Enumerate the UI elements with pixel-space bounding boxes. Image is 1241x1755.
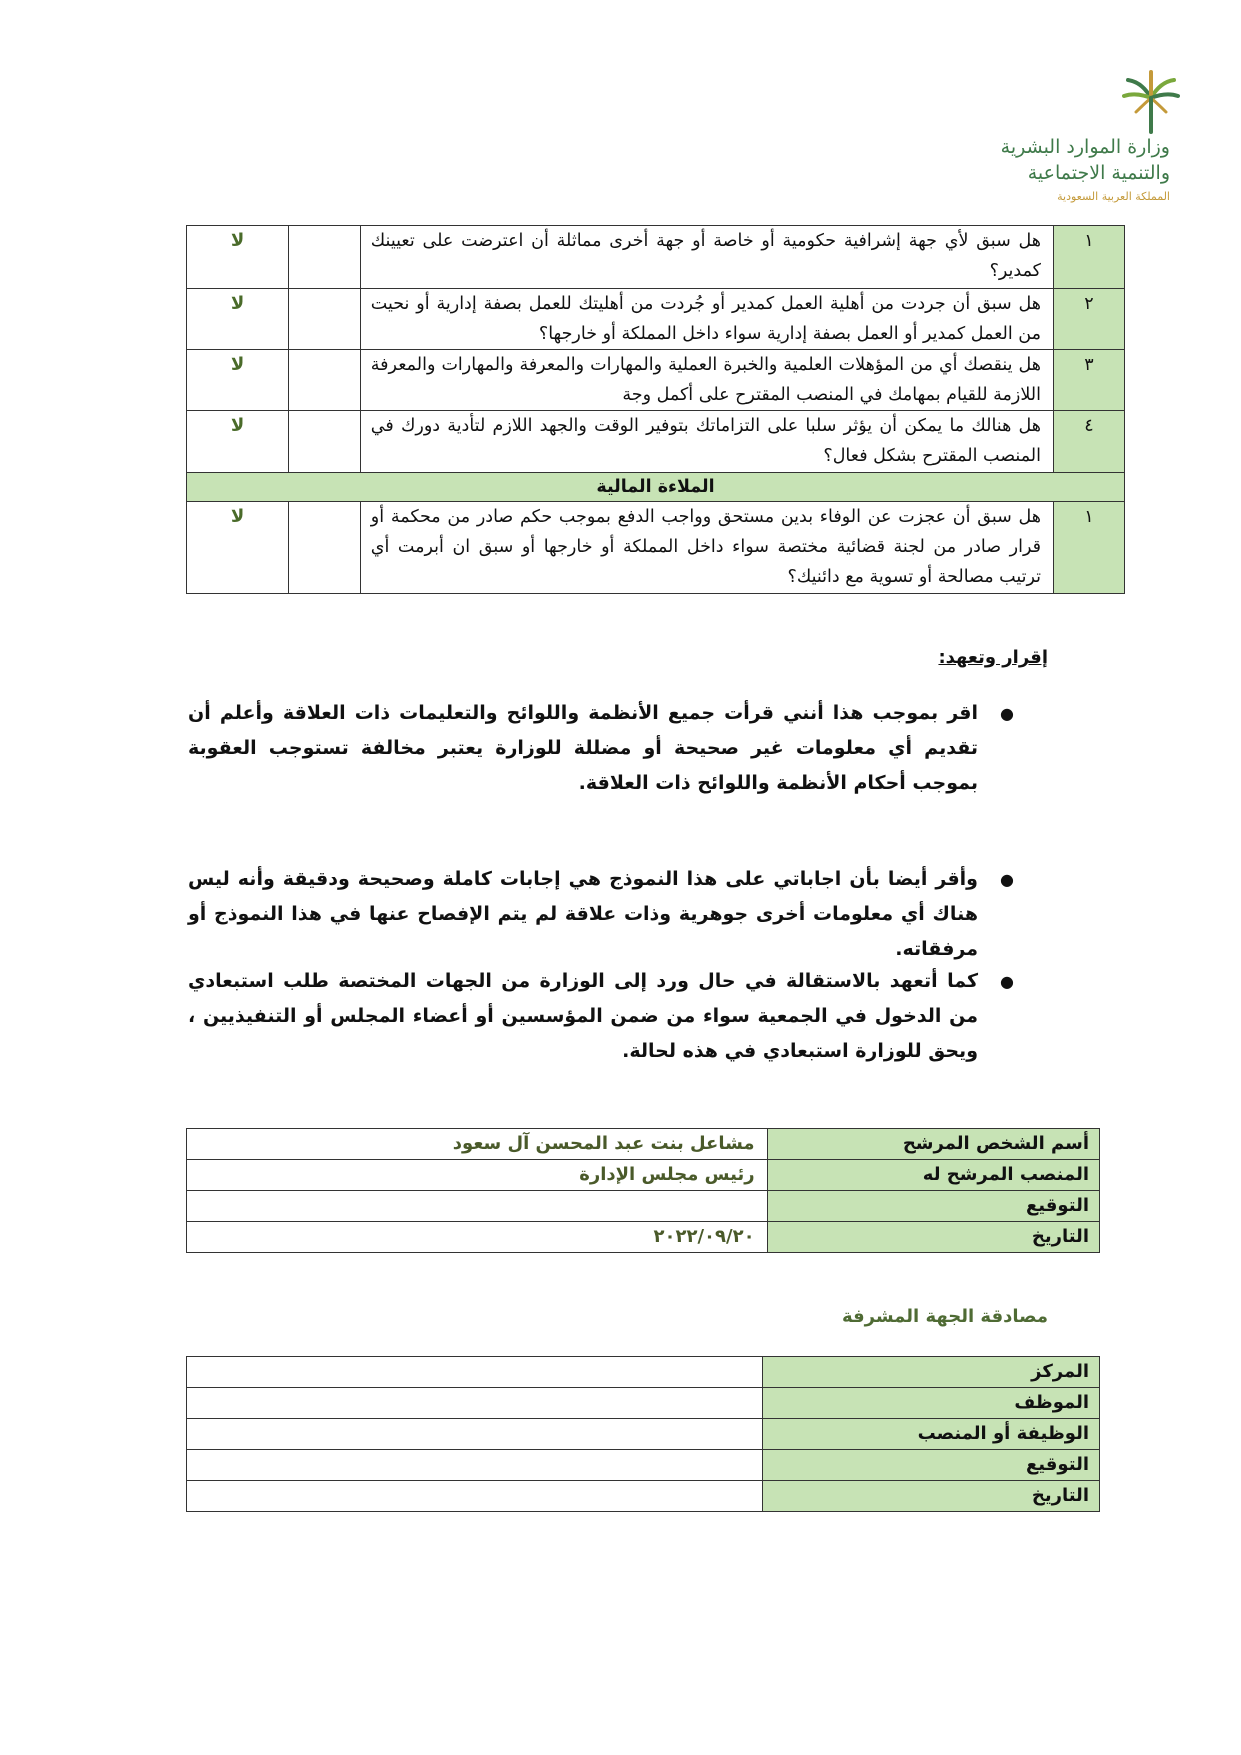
declaration-title: إقرار وتعهد:: [938, 647, 1048, 668]
ministry-logo: [1000, 70, 1180, 210]
declaration-bullet: [188, 964, 1014, 1069]
field-label: التاريخ: [767, 1222, 1099, 1253]
field-label: المنصب المرشح له: [767, 1160, 1099, 1191]
declaration-text: كما أتعهد بالاستقالة في حال ورد إلى الوزارة من الجهات المختصة طلب استبعادي من الدخول في الجمعية سواء من ضمن المؤسسين أو أعضاء المجلس أو التنفيذيين ، ويحق للوزارة استبعادي في هذه لحالة.: [188, 970, 978, 1062]
question-number: ١: [1054, 226, 1125, 289]
question-text: هل سبق أن عجزت عن الوفاء بدين مستحق وواجب الدفع بموجب حكم صادر من محكمة أو قرار صادر من لجنة قضائية مختصة سواء داخل المملكة أو خارجها أو سبق ان أبرمت أي ترتيب مصالحة أو تسوية مع دائنيك؟: [360, 502, 1053, 594]
declaration-text: اقر بموجب هذا أنني قرأت جميع الأنظمة واللوائح والتعليمات ذات العلاقة وأعلم أن تقديم أي معلومات غير صحيحة أو مضللة للوزارة يعتبر مخالفة تستوجب العقوبة بموجب أحكام الأنظمة واللوائح ذات العلاقة.: [188, 702, 978, 794]
field-value: [187, 1388, 763, 1419]
field-value: مشاعل بنت عبد المحسن آل سعود: [187, 1129, 768, 1160]
section-title: الملاءة المالية: [187, 473, 1125, 502]
bullet-icon: ●: [1000, 704, 1014, 723]
candidate-row: [187, 1160, 1100, 1191]
answer-cell: لا: [187, 226, 289, 289]
question-text: هل سبق أن جردت من أهلية العمل كمدير أو جُردت من أهليتك للعمل بصفة إدارية أو نحيت من العمل كمدير أو العمل بصفة إدارية سواء داخل المملكة أو خارجها؟: [360, 289, 1053, 350]
question-row: [187, 411, 1125, 473]
answer-cell-empty: [289, 350, 361, 411]
field-value: رئيس مجلس الإدارة: [187, 1160, 768, 1191]
field-label: الموظف: [763, 1388, 1100, 1419]
authority-title: مصادقة الجهة المشرفة: [841, 1306, 1048, 1327]
declaration-text: وأقر أيضا بأن اجاباتي على هذا النموذج هي إجابات كاملة وصحيحة ودقيقة وأنه ليس هناك أي معلومات أخرى جوهرية وذات علاقة لم يتم الإفصاح عنها في هذا النموذج أو مرفقاته.: [188, 868, 978, 960]
question-number: ٢: [1054, 289, 1125, 350]
answer-cell-empty: [289, 226, 361, 289]
questions-table: [186, 225, 1125, 594]
answer-cell: لا: [187, 411, 289, 473]
declaration-bullet: [188, 862, 1014, 967]
field-value: ٢٠٢٢/٠٩/٢٠: [187, 1222, 768, 1253]
bullet-icon: ●: [1000, 870, 1014, 889]
answer-cell: لا: [187, 289, 289, 350]
answer-cell-empty: [289, 411, 361, 473]
candidate-row: [187, 1129, 1100, 1160]
question-number: ١: [1054, 502, 1125, 594]
question-row: [187, 226, 1125, 289]
field-label: التوقيع: [763, 1450, 1100, 1481]
field-label: التاريخ: [763, 1481, 1100, 1512]
question-row: [187, 502, 1125, 594]
field-label: التوقيع: [767, 1191, 1099, 1222]
field-value: [187, 1191, 768, 1222]
authority-row: [187, 1419, 1100, 1450]
authority-row: [187, 1450, 1100, 1481]
authority-row: [187, 1388, 1100, 1419]
field-value: [187, 1419, 763, 1450]
field-label: أسم الشخص المرشح: [767, 1129, 1099, 1160]
logo-line2: والتنمية الاجتماعية: [1027, 162, 1170, 184]
field-value: [187, 1481, 763, 1512]
logo-line3: المملكة العربية السعودية: [1057, 190, 1170, 203]
candidate-row: [187, 1191, 1100, 1222]
question-text: هل سبق لأي جهة إشرافية حكومية أو خاصة أو جهة أخرى مماثلة أن اعترضت على تعيينك كمدير؟: [360, 226, 1053, 289]
palm-tree-icon: [1122, 70, 1180, 134]
question-text: هل هنالك ما يمكن أن يؤثر سلبا على التزاماتك بتوفير الوقت والجهد اللازم لتأدية دورك في المنصب المقترح بشكل فعال؟: [360, 411, 1053, 473]
field-value: [187, 1357, 763, 1388]
answer-cell: لا: [187, 502, 289, 594]
declaration-bullet: [188, 696, 1014, 801]
field-label: المركز: [763, 1357, 1100, 1388]
question-text: هل ينقصك أي من المؤهلات العلمية والخبرة العملية والمهارات والمعرفة والمهارات والمعرفة اللازمة للقيام بمهامك في المنصب المقترح على أكمل وجة: [360, 350, 1053, 411]
answer-cell-empty: [289, 289, 361, 350]
bullet-icon: ●: [1000, 972, 1014, 991]
field-label: الوظيفة أو المنصب: [763, 1419, 1100, 1450]
question-number: ٤: [1054, 411, 1125, 473]
question-number: ٣: [1054, 350, 1125, 411]
question-row: [187, 350, 1125, 411]
field-value: [187, 1450, 763, 1481]
question-row: [187, 289, 1125, 350]
authority-row: [187, 1357, 1100, 1388]
authority-row: [187, 1481, 1100, 1512]
answer-cell: لا: [187, 350, 289, 411]
answer-cell-empty: [289, 502, 361, 594]
section-row: [187, 473, 1125, 502]
logo-line1: وزارة الموارد البشرية: [1000, 136, 1170, 158]
candidate-row: [187, 1222, 1100, 1253]
candidate-table: [186, 1128, 1100, 1253]
authority-table: [186, 1356, 1100, 1512]
